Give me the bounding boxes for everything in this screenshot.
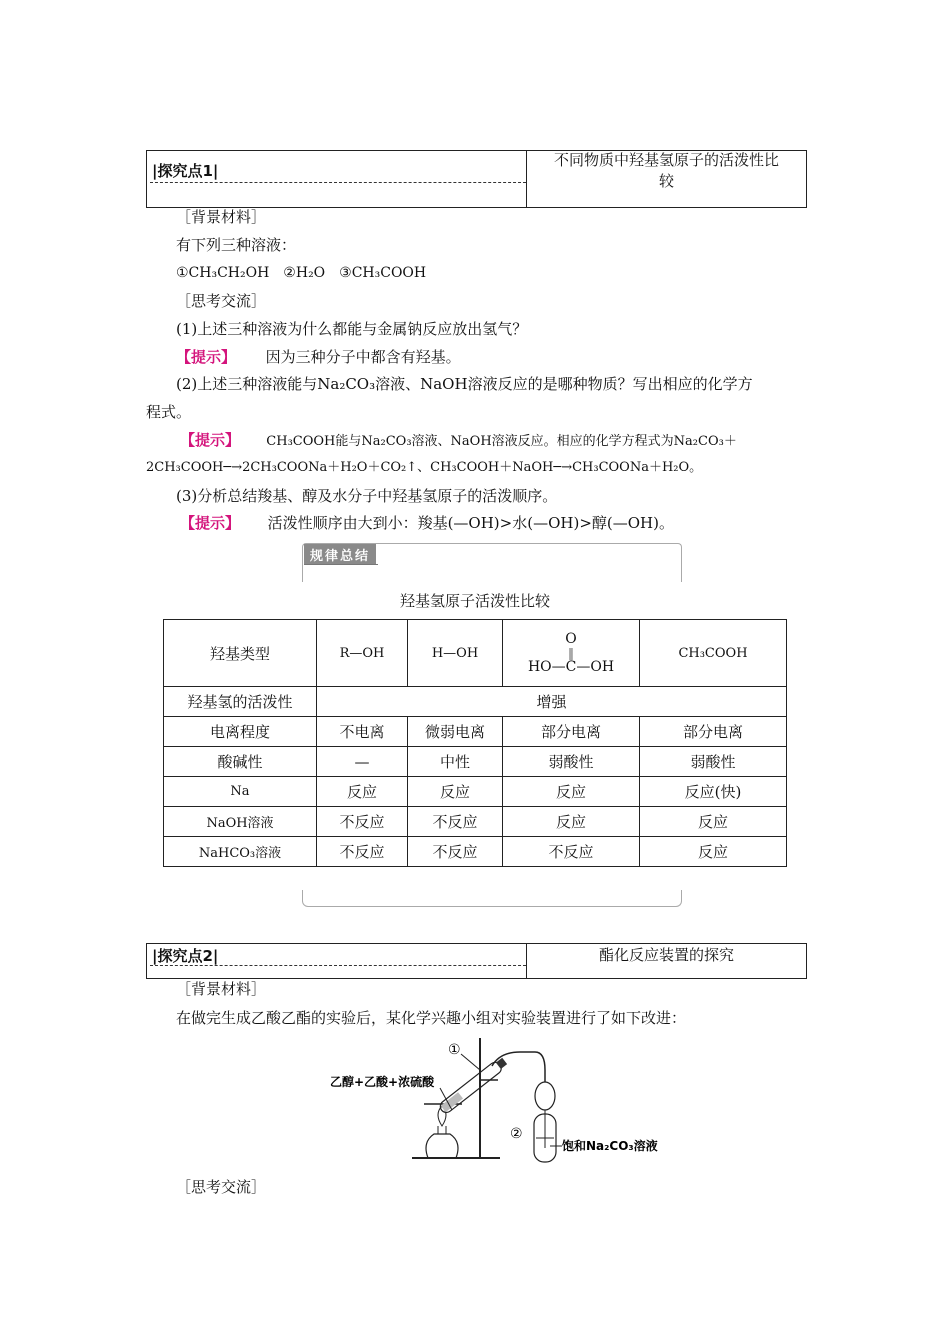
answer-3-text: 活泼性顺序由大到小：羧基(—OH)>水(—OH)>醇(—OH)。 — [267, 514, 674, 532]
section1-label: |探究点1| — [152, 162, 219, 180]
header-r-oh: R—OH — [317, 620, 408, 687]
table-row — [164, 837, 787, 867]
row-na-label: Na — [164, 777, 317, 807]
header-type: 羟基类型 — [164, 620, 317, 687]
compound-list: ①CH₃CH₂OH ②H₂O ③CH₃COOH — [176, 265, 427, 281]
table-row — [164, 747, 787, 777]
background-material-1: ［背景材料］ — [176, 208, 267, 226]
background-material-2: ［背景材料］ — [176, 980, 267, 998]
cell: 反应 — [503, 807, 640, 837]
answer-3 — [180, 513, 674, 533]
activity-label: 羟基氢的活泼性 — [164, 687, 317, 717]
think-exchange-2: ［思考交流］ — [176, 1178, 267, 1196]
cell: 弱酸性 — [503, 747, 640, 777]
header-h-oh: H—OH — [408, 620, 503, 687]
activity-row — [164, 687, 787, 717]
table-row — [164, 777, 787, 807]
section2-dash — [150, 965, 526, 966]
cell: 部分电离 — [640, 717, 787, 747]
question-2-line2: 程式。 — [146, 403, 192, 421]
table-row — [164, 807, 787, 837]
intro-text: 有下列三种溶液： — [176, 236, 297, 254]
row-nahco3-label: NaHCO₃溶液 — [164, 837, 317, 867]
cell: 微弱电离 — [408, 717, 503, 747]
cell: 反应 — [317, 777, 408, 807]
reagents-label: 乙醇+乙酸+浓硫酸 — [330, 1075, 435, 1089]
cell: 不反应 — [408, 807, 503, 837]
answer-2-text-line1: CH₃COOH能与Na₂CO₃溶液、NaOH溶液反应。相应的化学方程式为Na₂CO₃＋ — [266, 434, 737, 449]
drying-bulb — [535, 1082, 555, 1110]
cell: — — [317, 747, 408, 777]
activity-value: 增强 — [317, 687, 787, 717]
cell: 部分电离 — [503, 717, 640, 747]
header-carbonic-acid — [503, 620, 640, 687]
apparatus-figure — [330, 1030, 660, 1165]
row-naoh-label: NaOH溶液 — [164, 807, 317, 837]
marker2: ② — [510, 1126, 523, 1142]
section2-title: 酯化反应装置的探究 — [598, 946, 734, 964]
cell: 反应(快) — [640, 777, 787, 807]
experiment-intro: 在做完生成乙酸乙酯的实验后，某化学兴趣小组对实验装置进行了如下改进： — [176, 1009, 687, 1027]
cell: 不反应 — [317, 837, 408, 867]
question-2-line1: (2)上述三种溶液能与Na₂CO₃溶液、NaOH溶液反应的是哪种物质？写出相应的化学方 — [176, 375, 753, 393]
question-1: (1)上述三种溶液为什么都能与金属钠反应放出氢气？ — [176, 320, 528, 338]
hint-label-2: 【提示】 — [180, 431, 241, 449]
marker1-pointer — [461, 1054, 480, 1070]
section1-title-line2: 较 — [658, 172, 674, 190]
carbonic-o: O — [565, 631, 577, 647]
rule-tag-underline — [304, 564, 378, 565]
table-row — [164, 717, 787, 747]
cell: 中性 — [408, 747, 503, 777]
cell: 反应 — [640, 837, 787, 867]
answer-2-line1 — [180, 430, 737, 452]
section1-divider — [526, 150, 527, 208]
cell: 反应 — [503, 777, 640, 807]
hint-label-1: 【提示】 — [176, 348, 237, 366]
carbonic-bond: ‖ — [568, 646, 574, 660]
table-title: 羟基氢原子活泼性比较 — [399, 592, 550, 610]
header-acetic-acid: CH₃COOH — [640, 620, 787, 687]
section1-title — [530, 150, 803, 192]
table-header-row — [164, 620, 787, 687]
section2-divider — [526, 943, 527, 979]
cell: 弱酸性 — [640, 747, 787, 777]
section1-dash — [150, 182, 526, 183]
rule-summary-tag: 规律总结 — [304, 544, 376, 565]
solution-label: 饱和Na₂CO₃溶液 — [562, 1139, 658, 1153]
cell: 不反应 — [408, 837, 503, 867]
section1-title-line1: 不同物质中羟基氢原子的活泼性比 — [553, 151, 779, 169]
hint-label-3: 【提示】 — [180, 514, 241, 532]
rule-frame-bottom — [302, 890, 682, 907]
cell: 不反应 — [317, 807, 408, 837]
row-acidity-label: 酸碱性 — [164, 747, 317, 777]
cell: 反应 — [408, 777, 503, 807]
answer-2-line2: 2CH₃COOH─→2CH₃COONa＋H₂O＋CO₂↑、CH₃COOH＋NaOH─→CH₃COONa＋H₂O。 — [146, 460, 703, 475]
cell: 不电离 — [317, 717, 408, 747]
think-exchange-1: ［思考交流］ — [176, 292, 267, 310]
section2-label: |探究点2| — [152, 947, 219, 965]
alcohol-lamp — [426, 1134, 458, 1158]
carbonic-main: HO—C—OH — [527, 659, 615, 675]
cell: 不反应 — [503, 837, 640, 867]
answer-1-text: 因为三种分子中都含有羟基。 — [265, 348, 461, 366]
answer-1 — [176, 347, 461, 367]
question-3: (3)分析总结羧基、醇及水分子中羟基氢原子的活泼顺序。 — [176, 487, 558, 505]
cell: 反应 — [640, 807, 787, 837]
row-ionization-label: 电离程度 — [164, 717, 317, 747]
marker1: ① — [448, 1042, 461, 1058]
comparison-table — [163, 619, 787, 867]
reaction-tube — [438, 1056, 508, 1115]
